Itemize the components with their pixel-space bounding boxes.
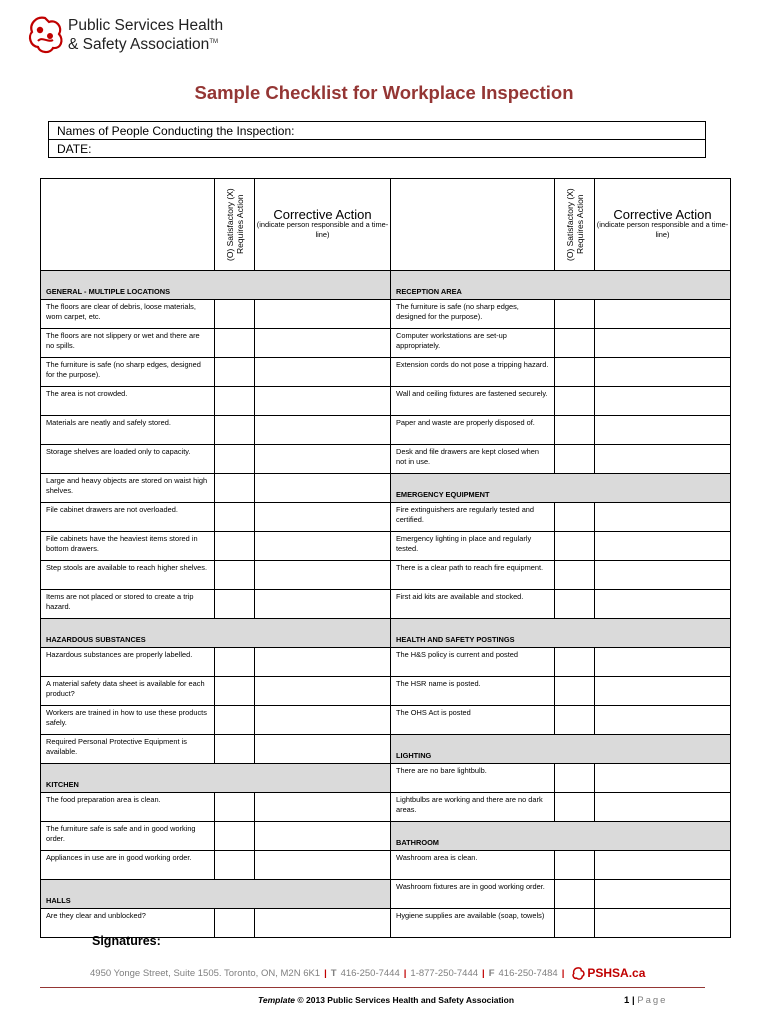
right-corrective-action-cell[interactable] — [595, 445, 731, 474]
right-corrective-action-cell[interactable] — [595, 677, 731, 706]
inspection-date-field[interactable]: DATE: — [49, 140, 706, 158]
left-corrective-action-cell[interactable] — [255, 561, 391, 590]
left-status-cell[interactable] — [215, 561, 255, 590]
left-status-cell[interactable] — [215, 648, 255, 677]
left-item-header — [41, 179, 215, 271]
left-checklist-item: The furniture is safe (no sharp edges, designed for the purpose). — [41, 358, 215, 387]
left-status-cell[interactable] — [215, 300, 255, 329]
left-section-heading: KITCHEN — [41, 764, 391, 793]
right-status-cell[interactable] — [555, 387, 595, 416]
right-item-header — [391, 179, 555, 271]
signatures-label: Signatures: — [92, 934, 161, 948]
right-status-cell[interactable] — [555, 648, 595, 677]
left-status-cell[interactable] — [215, 416, 255, 445]
right-section-heading: LIGHTING — [391, 735, 731, 764]
right-corrective-action-cell[interactable] — [595, 909, 731, 938]
left-corrective-action-cell[interactable] — [255, 445, 391, 474]
checklist-header-row — [41, 179, 731, 271]
checklist-row — [41, 271, 731, 300]
right-checklist-item: Computer workstations are set-up appropriately. — [391, 329, 555, 358]
checklist-row — [41, 619, 731, 648]
left-checklist-item: File cabinets have the heaviest items stored in bottom drawers. — [41, 532, 215, 561]
checklist-row — [41, 416, 731, 445]
right-status-cell[interactable] — [555, 300, 595, 329]
checklist-row — [41, 300, 731, 329]
tel-label: T — [330, 967, 337, 979]
right-checklist-item: Lightbulbs are working and there are no dark areas. — [391, 793, 555, 822]
left-checklist-item: Appliances in use are in good working order. — [41, 851, 215, 880]
right-checklist-item: The OHS Act is posted — [391, 706, 555, 735]
checklist-row — [41, 851, 731, 880]
separator: | — [482, 967, 485, 979]
footer-contact — [90, 966, 645, 980]
right-corrective-action-cell[interactable] — [595, 416, 731, 445]
right-status-header: (O) Satisfactory (X) Requires Action — [555, 179, 595, 271]
left-checklist-item: The furniture safe is safe and in good working order. — [41, 822, 215, 851]
page-title: Sample Checklist for Workplace Inspection — [194, 82, 574, 103]
org-name-line2: & Safety Association™ — [68, 36, 218, 54]
template-word: Template — [258, 995, 296, 1005]
right-checklist-item: The H&S policy is current and posted — [391, 648, 555, 677]
right-corrective-action-cell[interactable] — [595, 706, 731, 735]
footer-phone: 416-250-7444 — [340, 967, 400, 979]
right-checklist-item: The HSR name is posted. — [391, 677, 555, 706]
left-corrective-action-cell[interactable] — [255, 706, 391, 735]
left-checklist-item: Materials are neatly and safely stored. — [41, 416, 215, 445]
right-section-heading: RECEPTION AREA — [391, 271, 731, 300]
org-logo — [26, 14, 223, 56]
right-checklist-item: There are no bare lightbulb. — [391, 764, 555, 793]
left-status-cell[interactable] — [215, 445, 255, 474]
right-corrective-action-cell[interactable] — [595, 793, 731, 822]
right-checklist-item: Washroom fixtures are in good working order. — [391, 880, 555, 909]
pshsa-logo-icon — [26, 14, 64, 56]
right-status-cell[interactable] — [555, 416, 595, 445]
right-status-cell[interactable] — [555, 909, 595, 938]
footer-address: 4950 Yonge Street, Suite 1505. Toronto, ON, M2N 6K1 — [90, 967, 321, 979]
right-section-heading: BATHROOM — [391, 822, 731, 851]
right-checklist-item: Paper and waste are properly disposed of. — [391, 416, 555, 445]
right-section-heading: EMERGENCY EQUIPMENT — [391, 474, 731, 503]
separator: | — [324, 967, 327, 979]
right-corrective-action-cell[interactable] — [595, 764, 731, 793]
left-corrective-action-cell[interactable] — [255, 909, 391, 938]
checklist-row — [41, 822, 731, 851]
left-corrective-action-cell[interactable] — [255, 416, 391, 445]
left-status-cell[interactable] — [215, 851, 255, 880]
page-number: 1 | Page — [624, 995, 668, 1006]
left-status-cell[interactable] — [215, 735, 255, 764]
checklist-row — [41, 532, 731, 561]
left-checklist-item: Hazardous substances are properly labelled. — [41, 648, 215, 677]
right-corrective-header: Corrective Action (indicate person responsible and a time-line) — [595, 179, 731, 271]
left-corrective-action-cell[interactable] — [255, 793, 391, 822]
checklist-row — [41, 358, 731, 387]
left-corrective-action-cell[interactable] — [255, 300, 391, 329]
left-corrective-action-cell[interactable] — [255, 532, 391, 561]
right-checklist-item: Washroom area is clean. — [391, 851, 555, 880]
checklist-row — [41, 793, 731, 822]
left-checklist-item: The food preparation area is clean. — [41, 793, 215, 822]
left-corrective-action-cell[interactable] — [255, 590, 391, 619]
left-corrective-action-cell[interactable] — [255, 648, 391, 677]
inspectors-names-field[interactable]: Names of People Conducting the Inspection: — [49, 122, 706, 140]
left-checklist-item: Are they clear and unblocked? — [41, 909, 215, 938]
left-corrective-action-cell[interactable] — [255, 387, 391, 416]
footer-tollfree: 1-877-250-7444 — [410, 967, 479, 979]
footer-copyright — [258, 995, 514, 1005]
right-status-cell[interactable] — [555, 445, 595, 474]
left-corrective-action-cell[interactable] — [255, 358, 391, 387]
checklist-row — [41, 735, 731, 764]
checklist-row — [41, 880, 731, 909]
left-status-cell[interactable] — [215, 822, 255, 851]
left-status-cell[interactable] — [215, 706, 255, 735]
inspection-checklist-table — [40, 178, 731, 938]
right-checklist-item: Extension cords do not pose a tripping hazard. — [391, 358, 555, 387]
right-corrective-action-cell[interactable] — [595, 590, 731, 619]
left-corrective-action-cell[interactable] — [255, 822, 391, 851]
left-corrective-header: Corrective Action (indicate person responsible and a time-line) — [255, 179, 391, 271]
org-name — [68, 17, 223, 53]
checklist-row — [41, 648, 731, 677]
left-status-header: (O) Satisfactory (X) Requires Action — [215, 179, 255, 271]
left-corrective-action-cell[interactable] — [255, 329, 391, 358]
right-checklist-item: Hygiene supplies are available (soap, towels) — [391, 909, 555, 938]
right-status-cell[interactable] — [555, 706, 595, 735]
left-checklist-item: File cabinet drawers are not overloaded. — [41, 503, 215, 532]
right-checklist-item: Fire extinguishers are regularly tested and certified. — [391, 503, 555, 532]
right-corrective-action-cell[interactable] — [595, 358, 731, 387]
right-corrective-action-cell[interactable] — [595, 387, 731, 416]
checklist-row — [41, 590, 731, 619]
checklist-row — [41, 474, 731, 503]
left-status-cell[interactable] — [215, 532, 255, 561]
right-status-cell[interactable] — [555, 851, 595, 880]
checklist-row — [41, 677, 731, 706]
right-status-cell[interactable] — [555, 880, 595, 909]
left-corrective-action-cell[interactable] — [255, 677, 391, 706]
right-section-heading: HEALTH AND SAFETY POSTINGS — [391, 619, 731, 648]
checklist-row — [41, 445, 731, 474]
left-status-cell[interactable] — [215, 590, 255, 619]
right-corrective-action-cell[interactable] — [595, 880, 731, 909]
left-status-cell[interactable] — [215, 793, 255, 822]
checklist-row — [41, 764, 731, 793]
right-corrective-action-cell[interactable] — [595, 648, 731, 677]
left-checklist-item: Workers are trained in how to use these products safely. — [41, 706, 215, 735]
right-checklist-item: First aid kits are available and stocked. — [391, 590, 555, 619]
left-checklist-item: Items are not placed or stored to create a trip hazard. — [41, 590, 215, 619]
right-status-cell[interactable] — [555, 532, 595, 561]
separator: | — [561, 967, 565, 979]
right-checklist-item: There is a clear path to reach fire equipment. — [391, 561, 555, 590]
org-name-line1: Public Services Health — [68, 16, 224, 34]
left-status-cell[interactable] — [215, 474, 255, 503]
checklist-row — [41, 503, 731, 532]
left-status-cell[interactable] — [215, 387, 255, 416]
left-status-cell[interactable] — [215, 503, 255, 532]
checklist-row — [41, 387, 731, 416]
left-corrective-action-cell[interactable] — [255, 503, 391, 532]
checklist-row — [41, 329, 731, 358]
right-status-cell[interactable] — [555, 561, 595, 590]
right-corrective-action-cell[interactable] — [595, 503, 731, 532]
left-checklist-item: A material safety data sheet is available for each product? — [41, 677, 215, 706]
website-link[interactable]: PSHSA.ca — [572, 966, 645, 980]
left-status-cell[interactable] — [215, 329, 255, 358]
separator: | — [403, 967, 407, 979]
left-checklist-item: Storage shelves are loaded only to capacity. — [41, 445, 215, 474]
inspection-info-table — [48, 121, 706, 158]
right-status-cell[interactable] — [555, 677, 595, 706]
copyright-text: © 2013 Public Services Health and Safety Association — [297, 995, 515, 1005]
left-section-heading: HAZARDOUS SUBSTANCES — [41, 619, 391, 648]
right-checklist-item: Wall and ceiling fixtures are fastened securely. — [391, 387, 555, 416]
footer-fax: 416-250-7484 — [498, 967, 558, 979]
right-corrective-action-cell[interactable] — [595, 532, 731, 561]
right-checklist-item: Desk and file drawers are kept closed when not in use. — [391, 445, 555, 474]
right-status-cell[interactable] — [555, 764, 595, 793]
left-section-heading: GENERAL - MULTIPLE LOCATIONS — [41, 271, 391, 300]
left-status-cell[interactable] — [215, 909, 255, 938]
right-checklist-item: The furniture is safe (no sharp edges, designed for the purpose). — [391, 300, 555, 329]
left-checklist-item: The area is not crowded. — [41, 387, 215, 416]
left-status-cell[interactable] — [215, 358, 255, 387]
footer-divider — [40, 987, 705, 988]
right-checklist-item: Emergency lighting in place and regularly tested. — [391, 532, 555, 561]
checklist-row — [41, 561, 731, 590]
left-checklist-item: The floors are not slippery or wet and there are no spills. — [41, 329, 215, 358]
right-status-cell[interactable] — [555, 793, 595, 822]
right-status-cell[interactable] — [555, 358, 595, 387]
left-corrective-action-cell[interactable] — [255, 735, 391, 764]
fax-label: F — [488, 967, 495, 979]
right-corrective-action-cell[interactable] — [595, 329, 731, 358]
right-corrective-action-cell[interactable] — [595, 561, 731, 590]
left-section-heading: HALLS — [41, 880, 391, 909]
pshsa-small-logo-icon — [572, 967, 585, 980]
right-status-cell[interactable] — [555, 590, 595, 619]
left-checklist-item: Step stools are available to reach higher shelves. — [41, 561, 215, 590]
left-status-cell[interactable] — [215, 677, 255, 706]
right-corrective-action-cell[interactable] — [595, 851, 731, 880]
right-status-cell[interactable] — [555, 503, 595, 532]
left-checklist-item: Large and heavy objects are stored on waist high shelves. — [41, 474, 215, 503]
checklist-row — [41, 706, 731, 735]
left-corrective-action-cell[interactable] — [255, 474, 391, 503]
left-checklist-item: The floors are clear of debris, loose materials, worn carpet, etc. — [41, 300, 215, 329]
right-corrective-action-cell[interactable] — [595, 300, 731, 329]
trademark: TM — [209, 38, 218, 45]
right-status-cell[interactable] — [555, 329, 595, 358]
left-checklist-item: Required Personal Protective Equipment is available. — [41, 735, 215, 764]
left-corrective-action-cell[interactable] — [255, 851, 391, 880]
